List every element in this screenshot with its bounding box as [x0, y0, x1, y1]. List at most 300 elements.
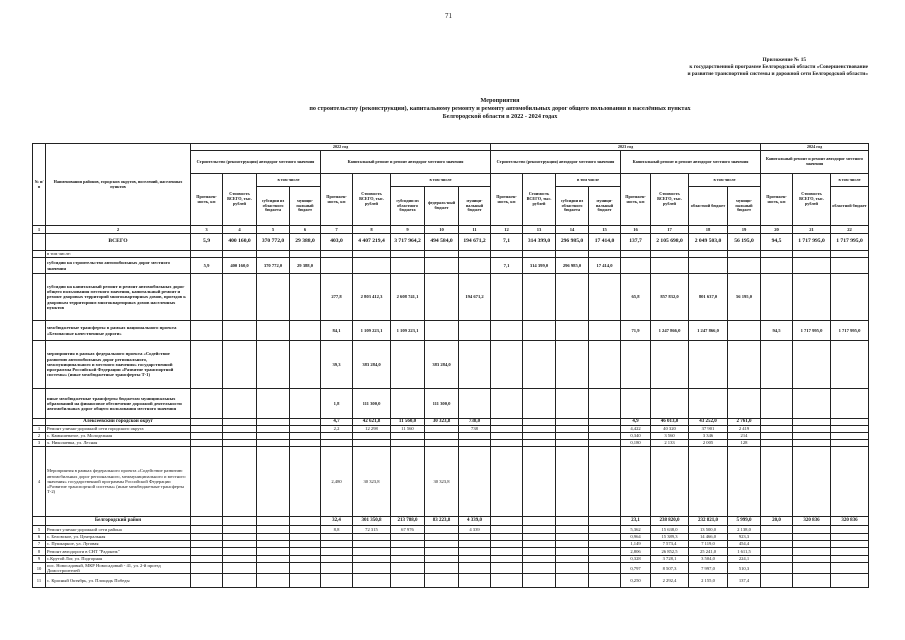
value-cell [223, 419, 257, 426]
table-row [33, 534, 869, 541]
value-cell [831, 389, 869, 419]
table-row [33, 426, 869, 433]
value-cell [191, 389, 223, 419]
value-cell [353, 548, 391, 556]
value-cell: 738,0 [459, 419, 491, 426]
value-cell [589, 563, 621, 574]
column-number: 13 [523, 226, 556, 234]
value-cell [761, 556, 793, 563]
value-cell [223, 440, 257, 447]
value-cell: 1,149 [621, 541, 651, 548]
district-row [33, 419, 869, 426]
row-number: 11 [33, 574, 46, 588]
value-cell: 400 160,0 [223, 234, 257, 251]
activities-table [32, 143, 869, 588]
value-cell [191, 419, 223, 426]
value-cell [353, 440, 391, 447]
value-cell [689, 389, 728, 419]
table-body [33, 234, 869, 588]
column-number: 5 [257, 226, 290, 234]
header-construction: Строительство (реконструкция) автодорог местного значения [491, 151, 621, 174]
header-municipal: муници-пальный бюджет [290, 187, 321, 226]
value-cell [761, 526, 793, 534]
value-cell: 13 500,0 [689, 526, 728, 534]
value-cell: 30 323,8 [425, 419, 459, 426]
value-cell [556, 556, 589, 563]
value-cell [223, 574, 257, 588]
value-cell [761, 534, 793, 541]
value-cell: 2,480 [321, 447, 353, 517]
row-number: 10 [33, 563, 46, 574]
value-cell [556, 433, 589, 440]
value-cell: 30 323,8 [425, 447, 459, 517]
table-row [33, 563, 869, 574]
value-cell [491, 419, 523, 426]
value-cell [831, 541, 869, 548]
value-cell [191, 274, 223, 321]
column-number: 1 [33, 226, 46, 234]
value-cell [353, 541, 391, 548]
value-cell [223, 541, 257, 548]
row-number [33, 251, 46, 258]
row-number [33, 274, 46, 321]
value-cell [831, 258, 869, 274]
value-cell [556, 426, 589, 433]
appendix-line: Приложение № 15 [762, 57, 806, 63]
table-row [33, 548, 869, 556]
table-row [33, 556, 869, 563]
value-cell [223, 433, 257, 440]
value-cell [793, 389, 831, 419]
value-cell [459, 389, 491, 419]
table-row [33, 433, 869, 440]
header-municipal: муници-пальный бюджет [728, 187, 761, 226]
value-cell [589, 548, 621, 556]
value-cell [556, 389, 589, 419]
value-cell [523, 563, 556, 574]
value-cell: 65,8 [621, 274, 651, 321]
value-cell [191, 574, 223, 588]
value-cell [223, 548, 257, 556]
value-cell: 12 298 [353, 426, 391, 433]
value-cell: 0,328 [621, 556, 651, 563]
value-cell [491, 321, 523, 341]
value-cell: 1 717 995,0 [793, 234, 831, 251]
value-cell [391, 251, 425, 258]
value-cell [223, 426, 257, 433]
value-cell [425, 426, 459, 433]
value-cell: 2,806 [621, 548, 651, 556]
value-cell: 214 [728, 433, 761, 440]
value-cell: 94,5 [761, 321, 793, 341]
value-cell [793, 433, 831, 440]
value-cell [689, 341, 728, 389]
value-cell [290, 440, 321, 447]
value-cell [290, 548, 321, 556]
value-cell [491, 389, 523, 419]
row-number: 8 [33, 548, 46, 556]
value-cell [793, 556, 831, 563]
appendix-note [600, 57, 868, 78]
value-cell [353, 433, 391, 440]
value-cell [793, 548, 831, 556]
value-cell [491, 426, 523, 433]
value-cell: 454,4 [728, 541, 761, 548]
value-cell [459, 251, 491, 258]
value-cell [831, 440, 869, 447]
value-cell [523, 389, 556, 419]
value-cell [831, 251, 869, 258]
value-cell [621, 341, 651, 389]
value-cell: 5 999,0 [728, 517, 761, 526]
value-cell [523, 517, 556, 526]
value-cell [257, 321, 290, 341]
value-cell [556, 341, 589, 389]
value-cell [257, 251, 290, 258]
row-number: 2 [33, 433, 46, 440]
header-cost: Стоимость ВСЕГО, тыс. рублей [793, 174, 831, 226]
value-cell [491, 556, 523, 563]
value-cell [523, 426, 556, 433]
value-cell [321, 556, 353, 563]
column-number: 3 [191, 226, 223, 234]
value-cell: 2 138,0 [728, 526, 761, 534]
table-row [33, 541, 869, 548]
value-cell [621, 258, 651, 274]
value-cell [191, 251, 223, 258]
row-name: ВСЕГО [46, 234, 191, 251]
row-name: Алексеевский городской округ [46, 419, 191, 426]
header-regional: областной бюджет [689, 187, 728, 226]
value-cell: 8,8 [321, 526, 353, 534]
value-cell: 1,8 [321, 389, 353, 419]
value-cell [321, 433, 353, 440]
value-cell [191, 526, 223, 534]
value-cell [290, 541, 321, 548]
value-cell: 111 300,0 [353, 389, 391, 419]
value-cell [491, 548, 523, 556]
value-cell: 801 637,0 [689, 274, 728, 321]
value-cell [793, 251, 831, 258]
value-cell [621, 447, 651, 517]
value-cell [223, 526, 257, 534]
value-cell [491, 447, 523, 517]
value-cell [321, 251, 353, 258]
value-cell [831, 574, 869, 588]
row-name: межбюджетные трансферты в рамках национального проекта «Безопасные качественные дороги» [46, 321, 191, 341]
value-cell [257, 433, 290, 440]
value-cell: 0,797 [621, 563, 651, 574]
header-including: в том числе [257, 174, 321, 187]
row-name: с. Беловское, ул. Центральная [46, 534, 191, 541]
value-cell [425, 574, 459, 588]
value-cell [728, 389, 761, 419]
value-cell [425, 541, 459, 548]
value-cell [831, 426, 869, 433]
row-number: 4 [33, 447, 46, 517]
column-number: 21 [793, 226, 831, 234]
value-cell [425, 526, 459, 534]
value-cell: 2 105 698,0 [651, 234, 689, 251]
row-name: с. Камышеватое, ул. Молодежная [46, 433, 191, 440]
value-cell: 1 717 995,0 [831, 321, 869, 341]
table-row [33, 321, 869, 341]
row-number [33, 321, 46, 341]
value-cell: 3 504,0 [689, 556, 728, 563]
value-cell: 4,422 [621, 426, 651, 433]
value-cell: 32,4 [321, 517, 353, 526]
value-cell [321, 440, 353, 447]
value-cell [793, 534, 831, 541]
column-number: 8 [353, 226, 391, 234]
header-cost: Стоимость ВСЕГО, тыс. рублей [523, 174, 556, 226]
value-cell [589, 517, 621, 526]
value-cell [290, 251, 321, 258]
value-cell [353, 258, 391, 274]
value-cell [191, 341, 223, 389]
value-cell [831, 419, 869, 426]
column-number: 2 [46, 226, 191, 234]
value-cell [391, 447, 425, 517]
column-number: 17 [651, 226, 689, 234]
row-number [33, 419, 46, 426]
value-cell [223, 534, 257, 541]
column-number: 22 [831, 226, 869, 234]
value-cell [651, 389, 689, 419]
value-cell [793, 419, 831, 426]
row-number [33, 234, 46, 251]
value-cell [191, 321, 223, 341]
header-length: Протяжен-ность, км [191, 174, 223, 226]
value-cell: 0,964 [621, 534, 651, 541]
value-cell [523, 341, 556, 389]
value-cell: 46 013,0 [651, 419, 689, 426]
value-cell [761, 258, 793, 274]
value-cell [523, 541, 556, 548]
value-cell [223, 274, 257, 321]
value-cell [556, 321, 589, 341]
value-cell: 2 608 741,1 [391, 274, 425, 321]
value-cell: 17 414,0 [589, 234, 621, 251]
value-cell [257, 574, 290, 588]
value-cell: 1 109 223,1 [353, 321, 391, 341]
value-cell [728, 321, 761, 341]
header-num: № п/п [33, 144, 46, 226]
value-cell [321, 548, 353, 556]
value-cell: 296 985,0 [556, 258, 589, 274]
value-cell [290, 433, 321, 440]
row-number: 9 [33, 556, 46, 563]
value-cell: 71,9 [621, 321, 651, 341]
value-cell: 213 788,0 [391, 517, 425, 526]
row-name: с.Крутой Лог, ул. Подгорная [46, 556, 191, 563]
header-subsidy: субсидии из областного бюджета [257, 187, 290, 226]
value-cell: 320 836 [831, 517, 869, 526]
value-cell [257, 274, 290, 321]
value-cell: 3 560 [651, 433, 689, 440]
value-cell [425, 258, 459, 274]
value-cell [491, 541, 523, 548]
value-cell [425, 556, 459, 563]
value-cell [491, 433, 523, 440]
row-name: Мероприятия в рамках федерального проекта «Содействие развитию автомобильных дорог регионального, межмуниципального и местного значения» государственной программы Российской Федерации «Развитие транспортной системы» (иные межбюджетные трансферты Т-2) [46, 447, 191, 517]
value-cell: 111 300,0 [425, 389, 459, 419]
value-cell [651, 341, 689, 389]
table-row [33, 574, 869, 588]
value-cell [523, 274, 556, 321]
value-cell: 23,1 [621, 517, 651, 526]
value-cell: 224,1 [728, 556, 761, 563]
value-cell: 194 671,2 [459, 274, 491, 321]
value-cell [589, 341, 621, 389]
value-cell [290, 426, 321, 433]
header-repair: Капитальный ремонт и ремонт автодорог местного значения [621, 151, 761, 174]
column-number: 4 [223, 226, 257, 234]
value-cell [353, 556, 391, 563]
value-cell [556, 440, 589, 447]
value-cell: 2 133 [651, 440, 689, 447]
header-subsidy: субсидии из областного бюджета [391, 187, 425, 226]
header-year-2024: 2024 год [761, 144, 869, 151]
column-number: 6 [290, 226, 321, 234]
value-cell [290, 447, 321, 517]
header-including: в том числе [689, 174, 761, 187]
value-cell: 1 717 995,0 [831, 234, 869, 251]
value-cell [425, 433, 459, 440]
value-cell [589, 426, 621, 433]
value-cell [491, 534, 523, 541]
value-cell [191, 534, 223, 541]
row-name: пос. Новосадовый, МКР Новосадовый - 41, ул. 2-й проезд Домостроителей [46, 563, 191, 574]
value-cell [589, 419, 621, 426]
value-cell [556, 419, 589, 426]
value-cell [621, 389, 651, 419]
value-cell: 8 507,3 [651, 563, 689, 574]
row-number: 6 [33, 534, 46, 541]
title-line: по строительству (реконструкции), капитальному ремонту и ремонту автомобильных дорог общего пользования в населённых пунктах [309, 105, 691, 112]
value-cell: 232 821,0 [689, 517, 728, 526]
row-name: с. Красный Октябрь, ул. Площадь Победы [46, 574, 191, 588]
column-number: 14 [556, 226, 589, 234]
value-cell: 7 119,0 [689, 541, 728, 548]
value-cell: 1 611,5 [728, 548, 761, 556]
value-cell: 7,1 [491, 234, 523, 251]
value-cell [391, 389, 425, 419]
value-cell [257, 548, 290, 556]
header-cost: Стоимость ВСЕГО, тыс. рублей [651, 174, 689, 226]
header-subsidy: субсидии из областного бюджета [556, 187, 589, 226]
value-cell [523, 419, 556, 426]
value-cell [793, 574, 831, 588]
value-cell [191, 433, 223, 440]
header-length: Протяжен-ность, км [491, 174, 523, 226]
value-cell [793, 426, 831, 433]
value-cell [523, 251, 556, 258]
value-cell [321, 258, 353, 274]
value-cell: 25 241,0 [689, 548, 728, 556]
value-cell [728, 258, 761, 274]
district-row [33, 517, 869, 526]
row-name: х. Николаевка, ул. Лесная [46, 440, 191, 447]
header-length: Протяжен-ность, км [321, 174, 353, 226]
value-cell: 494 584,0 [425, 234, 459, 251]
value-cell [556, 548, 589, 556]
value-cell: 137,7 [621, 234, 651, 251]
table-row [33, 440, 869, 447]
value-cell [523, 440, 556, 447]
value-cell [425, 563, 459, 574]
value-cell [257, 389, 290, 419]
value-cell [761, 440, 793, 447]
value-cell [459, 548, 491, 556]
value-cell [831, 526, 869, 534]
value-cell: 3 728,1 [651, 556, 689, 563]
value-cell [290, 534, 321, 541]
value-cell: 83 223,8 [425, 517, 459, 526]
value-cell [257, 526, 290, 534]
total-row [33, 234, 869, 251]
value-cell: 4,7 [321, 419, 353, 426]
row-number: 1 [33, 426, 46, 433]
value-cell [223, 321, 257, 341]
value-cell: 4 407 219,4 [353, 234, 391, 251]
row-name: Белгородский район [46, 517, 191, 526]
value-cell [491, 251, 523, 258]
value-cell [589, 389, 621, 419]
value-cell: 0,180 [621, 440, 651, 447]
value-cell [761, 419, 793, 426]
value-cell [831, 534, 869, 541]
value-cell [761, 563, 793, 574]
value-cell: 42 621,8 [353, 419, 391, 426]
value-cell [793, 258, 831, 274]
value-cell [689, 251, 728, 258]
row-name: Ремонт улично-дорожной сети городского округа [46, 426, 191, 433]
value-cell [223, 389, 257, 419]
value-cell [257, 447, 290, 517]
table-row [33, 341, 869, 389]
value-cell [290, 517, 321, 526]
value-cell [391, 541, 425, 548]
value-cell [353, 251, 391, 258]
value-cell [425, 251, 459, 258]
value-cell: 4,9 [621, 419, 651, 426]
value-cell: 14 466,0 [689, 534, 728, 541]
column-number: 15 [589, 226, 621, 234]
value-cell [831, 447, 869, 517]
value-cell [257, 341, 290, 389]
value-cell [257, 556, 290, 563]
value-cell: 314 399,0 [523, 234, 556, 251]
value-cell [793, 563, 831, 574]
value-cell [425, 534, 459, 541]
value-cell: 2 292,4 [651, 574, 689, 588]
value-cell [257, 563, 290, 574]
value-cell [556, 517, 589, 526]
value-cell [761, 389, 793, 419]
row-name: в том числе: [46, 251, 191, 258]
value-cell: 400 160,0 [223, 258, 257, 274]
value-cell: 0,340 [621, 433, 651, 440]
value-cell: 43 252,0 [689, 419, 728, 426]
row-number [33, 389, 46, 419]
value-cell [191, 447, 223, 517]
value-cell: 296 985,0 [556, 234, 589, 251]
value-cell: 277,8 [321, 274, 353, 321]
value-cell [793, 341, 831, 389]
row-number [33, 341, 46, 389]
value-cell: 40 320 [651, 426, 689, 433]
